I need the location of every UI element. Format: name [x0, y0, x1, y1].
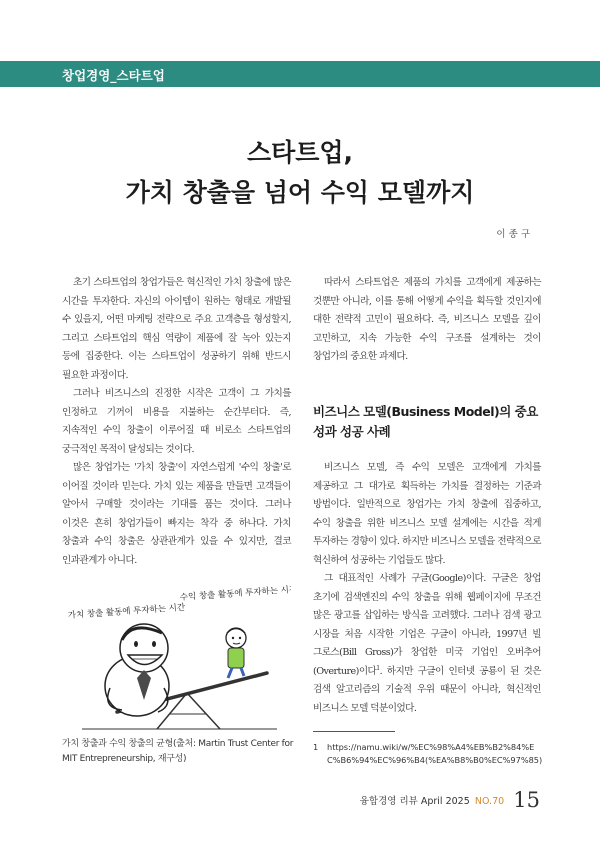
- footnote-number: 1: [313, 742, 319, 752]
- right-column-body: [313, 459, 541, 718]
- article-title: [0, 133, 600, 213]
- right-paragraph-2: [313, 570, 541, 718]
- title-line-2: 가치 창출을 넘어 수익 모델까지: [125, 178, 475, 207]
- publication-name: 융합경영 리뷰 April 2025: [359, 796, 470, 807]
- figure-label-right: 수익 창출 활동에 투자하는 시간: [179, 584, 291, 603]
- author-name: 이 종 구: [496, 229, 530, 240]
- footnote-reference: 1: [376, 664, 380, 672]
- left-paragraph-1: 초기 스타트업의 창업가들은 혁신적인 가치 창출에 많은 시간을 투자한다. 자신의 아이템이 원하는 형태로 개발될 수 있을지, 어떤 마케팅 전략으로 주요 고객층을 형성할지, 그리고 스타트업의 핵심 역량이 제품에 잘 녹아 있는지 등에 집중한다. 이는 스타트업이 성공하기 위해 반드시 필요한 과정이다.: [62, 277, 291, 381]
- title-line-1: 스타트업,: [246, 138, 354, 167]
- footnote-url: https://namu.wiki/w/%EC%98%A4%EB%B2%84%EC%B6%94%EC%96%B4(%EA%B8%B0%EC%97%85): [327, 742, 543, 765]
- seesaw-illustration: [62, 578, 291, 732]
- right-intro-paragraph: 따라서 스타트업은 제품의 가치를 고객에게 제공하는 것뿐만 아니라, 이를 통해 어떻게 수익을 획득할 것인지에 대한 전략적 고민이 필요하다. 즉, 비즈니스 모델을 깊이 고민하고, 지속 가능한 수익 구조를 설계하는 것이 창업가의 중요한 과제다.: [313, 277, 541, 362]
- page-number: 15: [513, 788, 540, 812]
- left-column: [62, 274, 291, 570]
- footnote: [313, 741, 543, 767]
- right-paragraph-1: 비즈니스 모델, 즉 수익 모델은 고객에게 가치를 제공하고 그 대가로 획득하는 가치를 결정하는 기준과 방법이다. 일반적으로 창업가는 가치 창출에 집중하고, 수익 창출을 위한 비즈니스 모델 설계에는 시간을 적게 투자하는 경향이 있다. 하지만 비즈니스 모델을 전략적으로 혁신하여 성공하는 기업들도 많다.: [313, 462, 541, 566]
- seesaw-cartoon-svg: [62, 578, 291, 732]
- left-paragraph-3: 많은 창업가는 '가치 창출'이 자연스럽게 '수익 창출'로 이어질 것이라 믿는다. 가치 있는 제품을 만들면 고객들이 알아서 구매할 것이라는 기대를 품는 것이다. 그러나 이것은 흔히 창업가들이 빠지는 착각 중 하나다. 가치 창출과 수익 창출은 상관관계가 있을 수 있지만, 결코 인과관계가 아니다.: [62, 462, 291, 566]
- right-column-intro: [313, 274, 541, 367]
- large-man-figure: [105, 624, 169, 716]
- section-label: 창업경영_스타트업: [62, 68, 165, 83]
- issue-number: NO.70: [474, 796, 505, 807]
- right-paragraph-2-text: 그 대표적인 사례가 구글(Google)이다. 구글은 창업 초기에 검색엔진의 수익 창출을 위해 웹페이지에 무조건 많은 광고를 삽입하는 방식을 고려했다. 그러나 검색 광고 시장을 처음 시작한 기업은 구글이 아니라, 1997년 빌 그로스(Bill Gross)가 창업한 미국 기업인 오버추어(Overture)이다: [313, 573, 541, 677]
- section-banner: [0, 61, 600, 87]
- section-heading: 비즈니스 모델(Business Model)의 중요성과 성공 사례: [313, 404, 538, 439]
- footnote-divider: [313, 731, 395, 732]
- right-paragraph-2-tail: . 하지만 구글이 인터넷 공룡이 된 것은 검색 알고리즘의 기술적 우위 때문이 아니라, 혁신적인 비즈니스 모델 덕분이었다.: [313, 665, 541, 714]
- small-kid-figure: [226, 628, 246, 678]
- page-footer: [360, 788, 540, 810]
- left-paragraph-2: 그러나 비즈니스의 진정한 시작은 고객이 그 가치를 인정하고 기꺼이 비용을 지불하는 순간부터다. 즉, 지속적인 수익 창출이 이루어질 때 비로소 스타트업의 궁극적인 목적이 달성되는 것이다.: [62, 388, 291, 455]
- figure-label-left: 가치 창출 활동에 투자하는 시간: [67, 602, 186, 621]
- figure-caption: 가치 창출과 수익 창출의 균형(출처: Martin Trust Center for MIT Entrepreneurship, 재구성): [62, 739, 294, 764]
